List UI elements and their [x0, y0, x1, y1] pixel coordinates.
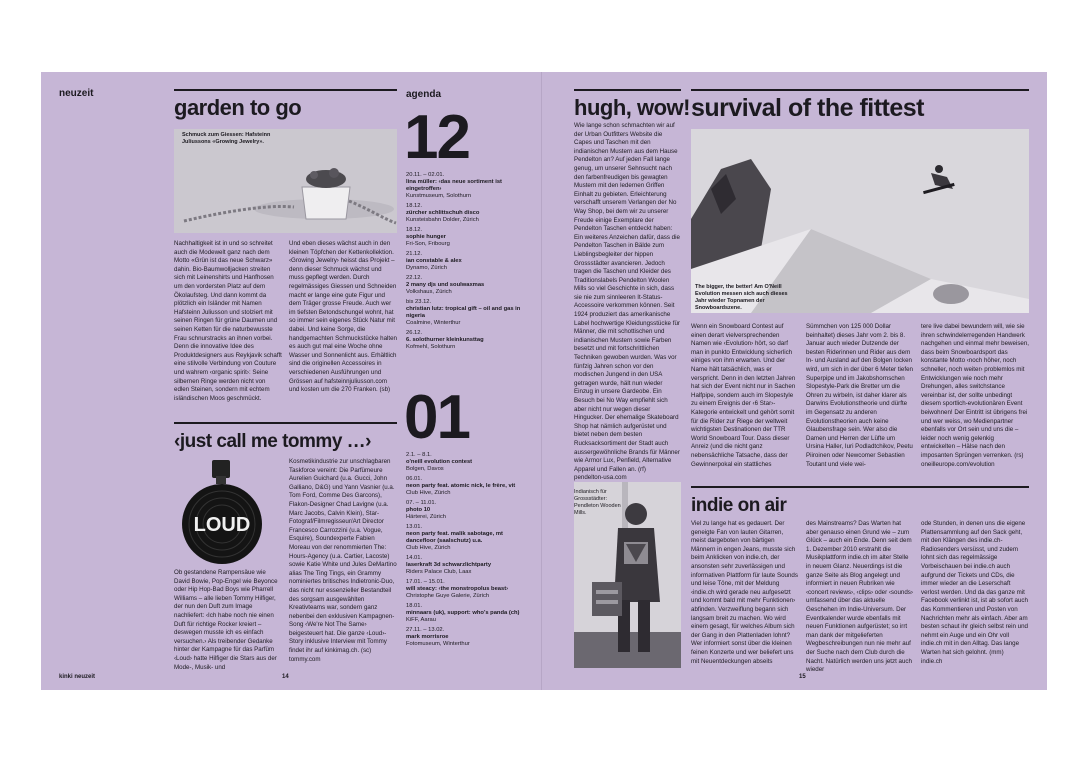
- agenda-list-december: [406, 172, 531, 354]
- garden-top-rule: [174, 89, 397, 91]
- section-label: neuzeit: [59, 88, 94, 99]
- agenda-month-january: 01: [404, 383, 469, 452]
- agenda-item: 18.12. zürcher schlittschuh disco Kunsteisbahn Dolder, Zürich: [406, 203, 480, 223]
- survival-col2: Sümmchen von 125 000 Dollar beinhaltet) dieses Jahr vom 2. bis 8. Januar auch wieder Dutzende der besten Riderinnen und Rider aus dem In- und Ausland auf den Bolgen locken wird, um sich in der über 6 Meter tiefen Superpipe und im Jakobshornschen Slopestyle-Park die Bretter um die Ohren zu wirbeln, ist daher klarer als Darwins Evolutionstheorie und dürfte im Gegensatz zu anderen Evolutionstheorien auch keine Glaubensfrage sein. Wer also die Damen und Herren der Lüfte um Ursina Haller, Iuri Podladtchikov, Peetu Piiroinen oder Newcomer Sebastien Toutant und viele wei-: [806, 323, 913, 468]
- left-folio-number: 14: [282, 674, 289, 680]
- agenda-item: 17.01. – 15.01. will steacy: ‹the monstropolus beast› Christophe Guye Galerie, Zürich: [406, 579, 509, 599]
- agenda-item: 06.01. neon party feat. atomic nick, le frère, vit Club Hive, Zürich: [406, 476, 516, 496]
- garden-caption: Schmuck zum Giessen: Hafsteinn Juliussons «Growing Jewelry».: [182, 132, 271, 145]
- survival-title: survival of the fittest: [691, 94, 924, 122]
- bottle-label: LOUD: [193, 514, 251, 536]
- survival-col3: tere live dabei bewundern will, wie sie ihren schwindelerregenden Handwerk nachgehen und einmal mehr beweisen, dass beim Snowboardsport das konstante Motto ‹noch höher, noch schneller, noch weiter› problemlos mit Entwicklungen wie noch mehr Drehungen, alles switchstance vereinbar ist, der sollte unbedingt diesem sportlich-evolutionären Event beiwohnen! Der Eintritt ist übrigens frei und wer weiss, wo Medienpartner ebenfalls vor Ort sein und uns die – leider noch wenig gelenkig entwickelten – Hälse nach den imposanten Sprüngen verrenken. (rs) oneilleurope.com/evolution: [921, 323, 1030, 468]
- hugh-body: Wie lange schon schmachten wir auf der Urban Outfitters Website die Capes und Taschen mit den indianischen Mustern aus dem Hause Pendelton an? Auf jeden Fall lange genug, um unserer Sehnsucht nach den farbenfreudigen bis gewagten Mustern mit den ledernen Griffen Einhalt zu gebieten. Erleichterung verschafft unserem Verlangen der No Way Shop, bei dem wir zu unserer Freude einige Exemplare der Pendelton Taschen entdeckt haben: Ein weiteres Anzeichen dafür, dass die Pendelton Taschen in Bälde zum Lieblingsbegleiter der hippen Grossstädter avancieren. Jedoch tragen die Taschen und Kleider des Traditionslabels Pendelton Woolen Mills so viel Geschichte in sich, dass sie nie zum sinnleeren It-Status-Accessoire verkommen können. Seit 1924 produziert das amerikanische Label hochwertige Kleidungsstücke für Männer, die mit schottischen und indianischen Mustern sowie Farben besetzt und mit fortschrittlichen Techniken gewoben wurden. Was vor fünfzig Jahren schon vor den modischen Jungend in den USA getragen wurde, hält nun wieder Einzug in unsere Gardeobe. Ein Besuch bei No Way empfiehlt sich aber nicht nur wegen dieser Hingucker. Der ehemalige Skateboard Shop hat nämlich aufgerüstet und bietet neben dem besten Rucksacksortiment der Stadt auch aussergewöhnliche Brands für Männer wie Armor Lux, Penfield, Alternative Apparel und Fallen an. (rf) pendelton-usa.com: [574, 122, 680, 482]
- agenda-item: 20.11. – 02.01. lina müller: ‹das neue sortiment ist eingetroffen› Kunstmuseum, Solothurn: [406, 172, 502, 199]
- garden-col1: Nachhaltigkeit ist in und so schreitet auch die Modewelt ganz nach dem Motto «Grün ist das neue Schwarz» dahin. Bio-Baumwolljacken streiten sich mit Leinenshirts und Hanfhosen um den vordersten Platz auf dem Ökolaufsteg. Und dann kommt da plötzlich ein Isländer mit Namen Hafsteinn Juliusson und stolziert mit seinen Ringen für grüne Daumen und seinen Ketten für die naturbewusste Frau schnurstracks an ihnen vorbei. Denn die innovative Idee des Produktdesigners aus Reykjavik schafft eine stilvolle Verbindung von Couture und wahrem ‹organic spirit›: Seine silbernen Ringe werden nicht von edlen Steinen, sondern mit echtem isländischen Moos geschmückt.: [174, 240, 282, 402]
- magazine-spread: [41, 72, 1047, 690]
- indie-col2: des Mainstreams? Das Warten hat aber genauso einen Grund wie – zum Glück – auch ein Ende. Denn seit dem 1. Dezember 2010 erstrahlt die Musikplattform indie.ch im alter Stelle in neuem Glanz. Neuerdings ist die ganze Seite als Blog angelegt und informiert in neuen Rubriken wie ‹concert reviews›, ‹clips› oder ‹sounds› umfassend über das aktuelle Geschehen im Indie-Universum. Der Eventkalender wurde ebenfalls mit neuen Funktionen aufgerüstet; so irrt man dank der mitgelieferten Wegbeschreibungen nun nie mehr auf der Suche nach dem Club durch die Nacht. Natürlich werden uns jetzt auch wieder: [806, 520, 913, 674]
- agenda-item: 26.12. 6. solothurner kleinkunsttag Kofmehl, Solothurn: [406, 330, 484, 350]
- agenda-item: 14.01. laserkraft 3d schwarzlichtparty Riders Palace Club, Laax: [406, 555, 492, 575]
- indie-col1: Viel zu lange hat es gedauert. Der geneigte Fan von lauten Gitarren, meist dargeboten von bärtigen Männern in engen Jeans, musste sich beim Anklicken von indie.ch, der ansonsten sehr zuverlässigen und informativen Plattform für laute Sounds und leise Töne, mit der Meldung ‹indie.ch wird gerade neu aufgesetzt und kommt bald mit mehr Funktionen› abfinden. Verzweiflung begann sich langsam breit zu machen. Wo wird einem gesagt, für welches Album sich der Gang in den Plattenladen lohnt? Wer informiert sonst über die kleinen feinen Konzerte und wer beliefert uns mit Neuentdeckungen abseits: [691, 520, 798, 665]
- agenda-item: 2.1. – 8.1. o'neill evolution contest Bolgen, Davos: [406, 452, 473, 472]
- indie-col3: ode Stunden, in denen uns die eigene Plattensammlung auf den Sack geht, mit den Klängen des indie.ch-Radiosenders versüsst, und zudem lohnt sich das regelmässige Vorbeischauen bei indie.ch auch aufgrund der Tickets und CDs, die immer wieder an die Leserschaft verlost werden. Und da das ganze mit Facebook verlinkt ist, ist ab sofort auch das Kommentieren und Posten von Nachrichten mehr als einfach. Aber am besten schaut ihr gleich selbst rein und nehmt ein Auge und ein Ohr voll indie.ch mit in den Alltag. Das lange Warten hat sich gelohnt. (mm) indie.ch: [921, 520, 1028, 665]
- left-folio-label: kinki neuzeit: [59, 674, 96, 680]
- indie-top-rule: [691, 486, 1029, 488]
- page-gutter: [541, 72, 542, 690]
- agenda-month-december: 12: [404, 103, 469, 172]
- indie-title: indie on air: [691, 495, 787, 516]
- perfume-photo: [174, 458, 280, 566]
- hugh-top-rule: [574, 89, 681, 91]
- garden-title: garden to go: [174, 95, 302, 120]
- hugh-caption: Indianisch für Grossstädter: Pendleton Wooden Mills.: [574, 489, 621, 516]
- right-folio-number: 15: [799, 674, 806, 680]
- survival-col1: Wenn ein Snowboard Contest auf einen derart vielversprechenden Namen wie ‹Evolution› hört, so darf man in punkto Entwicklung sicherlich einiges von ihm erwarten. Und der Name hält tatsächlich, was er verspricht. Denn in den letzten Jahren hat sich der Event nicht nur in Sachen Halfpipe, sondern auch im Slopestyle zu einem Ereignis der ‹6 Star›-Kategorie entwickelt und gehört somit für die Rider zur Riege der weltweit wichtigsten Destinationen der TTR World Snowboard Tour. Dass dieser Anreiz (und die nicht ganz nebensächliche Tatsache, dass der Gewinnerpokal ein stattliches: [691, 323, 796, 468]
- tommy-top-rule: [174, 422, 397, 424]
- agenda-item: 22.12. 2 many djs und soulwaxmas Volkshaus, Zürich: [406, 275, 485, 295]
- perfume-bottle-image: [174, 458, 280, 566]
- tommy-col1: Ob gestandene Rampensäue wie David Bowie, Pop-Engel wie Beyonce oder Hip Hop-Bad Boys wie Pharrell Williams – alle lieben Tommy Hilfiger, der nun den Duft zum Image nachliefert: ‹Ich habe noch nie einen Duft für richtige Rocker kreiert – deswegen musste ich es einfach versuchen.› Als treibender Gedanke hinter der Kampagne für das Parfüm ‹Loud› hatte Hilfiger die Stars aus der Mode-, Musik- und: [174, 569, 278, 671]
- tommy-col2: Kosmetikindustrie zur unschlagbaren Taskforce vereint: Die Parfümeure Aurelien Guichard (u.a. Gucci, John Galliano, D&G) und Yann Vasnier (u.a. Tom Ford, Comme Des Garcons), Flakon-Designer Chad Lavigne (u.a. Marc Jacobs, Calvin Klein), Star-Fotograf/Filmregisseur/Art Director Francesco Carrozzini (u.a. Vogue, Esquire), Soundexperte Fabien Moreau von der renommierten The: Hours-Agency (u.a. Cartier, Lacoste) sowie Katie White und Jules DeMartino alias The Ting Tings, ein Grammy nominiertes britisches Indietronic-Duo, das nicht nur essenzieller Bestandteil des sorgsam ausgewählten Kreativteams war, sondern ganz nebenbei den exklusiven Kampagnen-Song ‹We're Not The Same› beigesteuert hat. Die ganze ‹Loud›-Story inklusive Interview mit Tommy findet ihr auf kinkimag.ch. (sc) tommy.com: [289, 458, 397, 663]
- garden-col2: Und eben dieses wächst auch in den kleinen Töpfchen der Kettenkollektion. ‹Growing Jewelry› heisst das Projekt – denn dieser Schmuck wächst und muss gepflegt werden. Durch regelmässiges Giessen und Schneiden macht er lange eine gute Figur und dem Träger grosse Freude. Auch wer im tiefsten Betondschungel wohnt, hat so immer sein eigenes Stück Natur mit dabei. Und keine Sorge, die handgemachten Schmuckstücke halten es auch gut mal eine Woche ohne Wasser und Sonnenlicht aus. Erhältlich sind die originellen Accessoires in verschiedenen Ausführungen und Grössen auf hafsteinnjuliusson.com und kosten um die 270 Franken. (sb): [289, 240, 398, 394]
- agenda-list-january: [406, 452, 531, 651]
- tommy-title: ‹just call me tommy …›: [174, 431, 371, 452]
- agenda-item: 18.12. sophie hunger Fri-Son, Fribourg: [406, 227, 450, 247]
- agenda-item: 07. – 11.01. photo 10 Härterei, Zürich: [406, 500, 446, 520]
- agenda-item: 21.12. ian constable & alex Dynamo, Zürich: [406, 251, 462, 271]
- survival-caption: The bigger, the better! Am O'Neill Evolution messen sich auch dieses Jahr wieder Topnamen der Snowboardszene.: [695, 284, 788, 311]
- agenda-item: bis 23.12. christian lutz: tropical gift – oil and gas in nigeria Coalmine, Winterthur: [406, 299, 521, 326]
- agenda-heading: agenda: [406, 89, 442, 100]
- survival-top-rule: [691, 89, 1029, 91]
- agenda-item: 27.11. – 13.02. mark morrisroe Fotomuseum, Winterthur: [406, 627, 470, 647]
- agenda-item: 18.01. minnaars (uk), support: who's panda (ch) KiFF, Aarau: [406, 603, 520, 623]
- hugh-title: hugh, wow!: [574, 95, 690, 120]
- agenda-item: 13.01. neon party feat. malik sabotage, mt dancefloor (saalschutz) u.a. Club Hive, Zürich: [406, 524, 503, 551]
